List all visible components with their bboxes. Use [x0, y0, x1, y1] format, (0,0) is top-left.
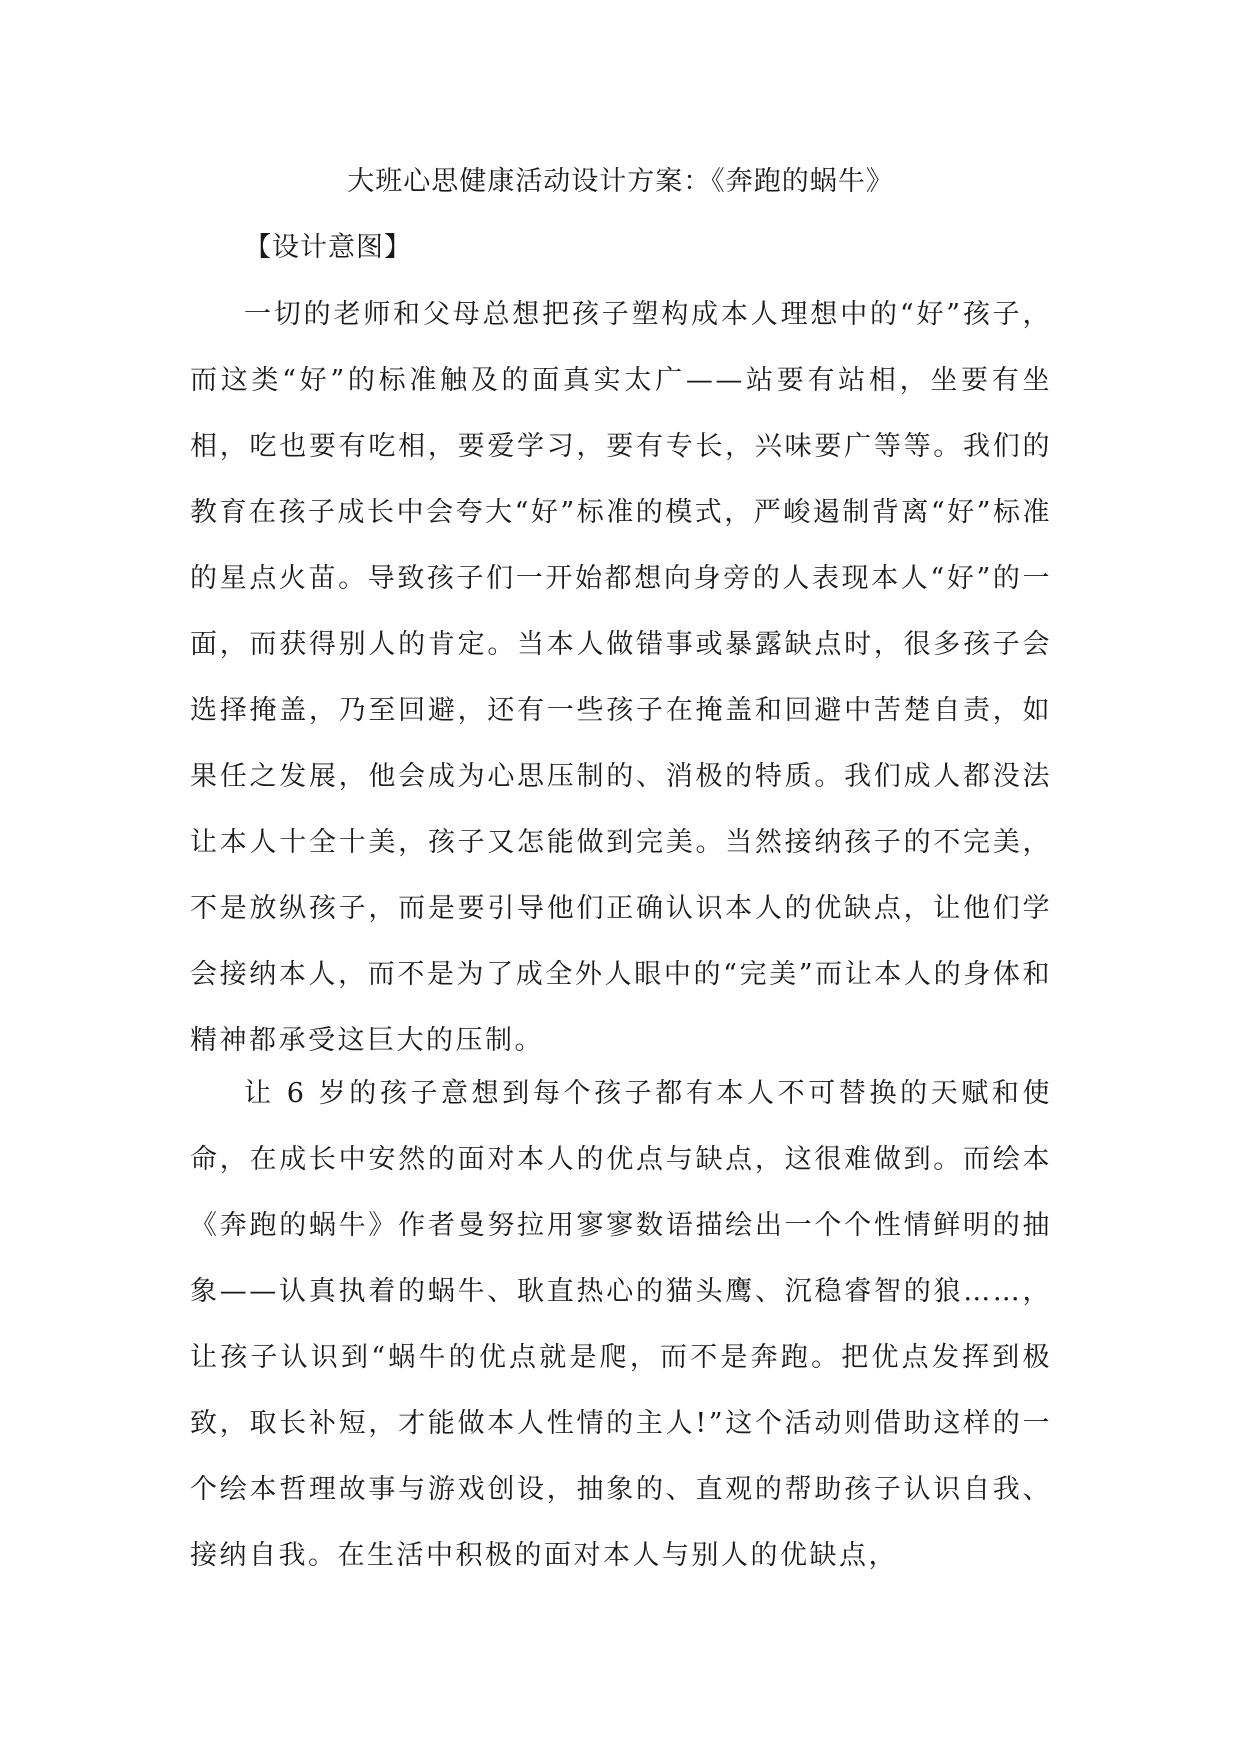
body-paragraph: 一切的老师和父母总想把孩子塑构成本人理想中的“好”孩子，而这类“好”的标准触及的面真实太广——站要有站相，坐要有坐相，吃也要有吃相，要爱学习，要有专长，兴味要广等等。我们的教育在孩子成长中会夸大“好”标准的模式，严峻遏制背离“好”标准的星点火苗。导致孩子们一开始都想向身旁的人表现本人“好”的一面，而获得别人的肯定。当本人做错事或暴露缺点时，很多孩子会选择掩盖，乃至回避，还有一些孩子在掩盖和回避中苦楚自责，如果任之发展，他会成为心思压制的、消极的特质。我们成人都没法让本人十全十美，孩子又怎能做到完美。当然接纳孩子的不完美，不是放纵孩子，而是要引导他们正确认识本人的优缺点，让他们学会接纳本人，而不是为了成全外人眼中的“完美”而让本人的身体和精神都承受这巨大的压制。: [190, 299, 1052, 1056]
body-paragraph: 让 6 岁的孩子意想到每个孩子都有本人不可替换的天赋和使命，在成长中安然的面对本人的优点与缺点，这很难做到。而绘本《奔跑的蜗牛》作者曼努拉用寥寥数语描绘出一个个性情鲜明的抽象——认真执着的蜗牛、耿直热心的猫头鹰、沉稳睿智的狼……，让孩子认识到“蜗牛的优点就是爬，而不是奔跑。把优点发挥到极致，取长补短，才能做本人性情的主人!”这个活动则借助这样的一个绘本哲理故事与游戏创设，抽象的、直观的帮助孩子认识自我、接纳自我。在生活中积极的面对本人与别人的优缺点，: [190, 1078, 1052, 1571]
section-heading-design-intent: 【设计意图】: [244, 232, 412, 263]
document-title: 大班心思健康活动设计方案：《奔跑的蜗牛》: [347, 166, 894, 197]
